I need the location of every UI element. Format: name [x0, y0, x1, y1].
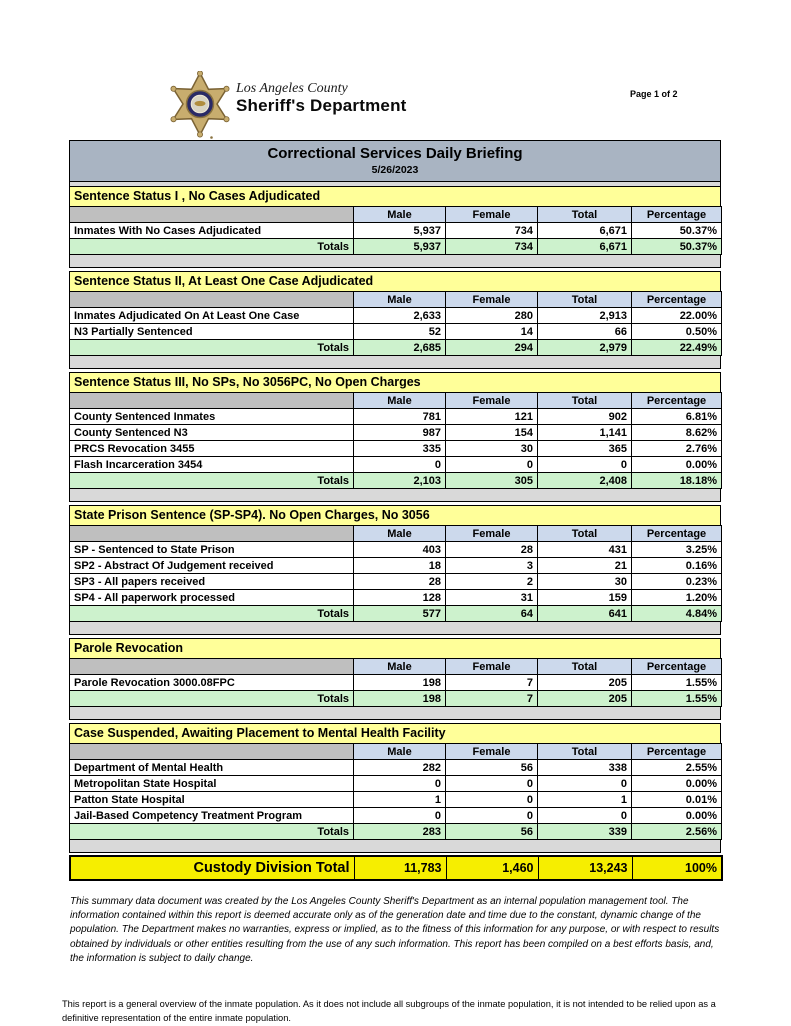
row-value: 154 — [446, 425, 538, 441]
data-row — [70, 223, 722, 239]
totals-label: Totals — [70, 824, 354, 840]
row-label: PRCS Revocation 3455 — [70, 441, 354, 457]
report-section — [69, 372, 721, 502]
totals-value: 50.37% — [632, 239, 722, 255]
report-date: 5/26/2023 — [371, 164, 419, 176]
totals-value: 305 — [446, 473, 538, 489]
column-header-row — [70, 659, 722, 675]
totals-row — [70, 824, 722, 840]
column-header: Percentage — [632, 207, 722, 223]
row-value: 1.20% — [632, 590, 722, 606]
row-label: Metropolitan State Hospital — [70, 776, 354, 792]
row-value: 365 — [538, 441, 632, 457]
column-header: Percentage — [632, 659, 722, 675]
section-spacer — [69, 254, 721, 268]
report-page — [62, 75, 721, 1026]
row-label-header-cell — [70, 659, 354, 675]
row-label: SP2 - Abstract Of Judgement received — [70, 558, 354, 574]
row-value: 1 — [354, 792, 446, 808]
totals-value: 5,937 — [354, 239, 446, 255]
row-value: 31 — [446, 590, 538, 606]
report-title-bar — [69, 140, 721, 182]
section-title: Case Suspended, Awaiting Placement to Mental Health Facility — [69, 723, 721, 743]
row-value: 987 — [354, 425, 446, 441]
data-row — [70, 574, 722, 590]
row-value: 8.62% — [632, 425, 722, 441]
column-header: Total — [538, 292, 632, 308]
row-value: 335 — [354, 441, 446, 457]
row-value: 2,913 — [538, 308, 632, 324]
totals-row — [70, 239, 722, 255]
totals-label: Totals — [70, 340, 354, 356]
row-value: 198 — [354, 675, 446, 691]
row-value: 56 — [446, 760, 538, 776]
disclaimer-primary: This summary data document was created by the Los Angeles County Sheriff's Department as an internal population management tool. The information contained within this report is deemed accurate only as of the generation date and time due to the constant, dynamic change of the population. The Department makes no warranties, express or implied, as to the fitness of this information for any purpose, or with respect to results obtained by individuals or other entities resulting from the use of any such information. This report has been compiled on a best efforts basis, and, the information is subject to daily change. — [70, 896, 720, 964]
row-label: Patton State Hospital — [70, 792, 354, 808]
data-row — [70, 558, 722, 574]
section-table — [69, 291, 722, 356]
row-value: 3.25% — [632, 542, 722, 558]
section-table — [69, 525, 722, 622]
report-header — [69, 75, 721, 140]
report-section — [69, 505, 721, 635]
row-value: 28 — [446, 542, 538, 558]
totals-value: 1.55% — [632, 691, 722, 707]
row-value: 205 — [538, 675, 632, 691]
totals-row — [70, 606, 722, 622]
row-value: 0 — [446, 457, 538, 473]
totals-value: 4.84% — [632, 606, 722, 622]
custody-total-total: 13,243 — [538, 856, 632, 880]
totals-value: 2,685 — [354, 340, 446, 356]
row-value: 0 — [538, 776, 632, 792]
column-header: Total — [538, 526, 632, 542]
column-header: Total — [538, 207, 632, 223]
section-spacer — [69, 488, 721, 502]
row-value: 403 — [354, 542, 446, 558]
row-value: 431 — [538, 542, 632, 558]
column-header: Female — [446, 207, 538, 223]
totals-value: 6,671 — [538, 239, 632, 255]
row-value: 1.55% — [632, 675, 722, 691]
row-value: 0 — [354, 808, 446, 824]
section-table — [69, 658, 722, 707]
row-value: 28 — [354, 574, 446, 590]
report-title: Correctional Services Daily Briefing — [267, 145, 523, 162]
section-spacer — [69, 355, 721, 369]
column-header: Female — [446, 744, 538, 760]
report-section — [69, 271, 721, 369]
row-value: 7 — [446, 675, 538, 691]
row-value: 1,141 — [538, 425, 632, 441]
row-label-header-cell — [70, 744, 354, 760]
row-value: 0.00% — [632, 776, 722, 792]
section-spacer — [69, 621, 721, 635]
row-value: 18 — [354, 558, 446, 574]
totals-row — [70, 691, 722, 707]
section-title: Sentence Status I , No Cases Adjudicated — [69, 186, 721, 206]
section-title: Parole Revocation — [69, 638, 721, 658]
section-title: Sentence Status III, No SPs, No 3056PC, No Open Charges — [69, 372, 721, 392]
agency-department-line: Sheriff's Department — [236, 96, 407, 116]
row-value: 0 — [446, 808, 538, 824]
row-value: 0 — [538, 808, 632, 824]
row-value: 128 — [354, 590, 446, 606]
row-value: 0 — [354, 776, 446, 792]
totals-label: Totals — [70, 606, 354, 622]
totals-value: 2,408 — [538, 473, 632, 489]
row-value: 121 — [446, 409, 538, 425]
report-section — [69, 723, 721, 853]
row-label-header-cell — [70, 292, 354, 308]
row-value: 0.50% — [632, 324, 722, 340]
totals-row — [70, 340, 722, 356]
column-header: Female — [446, 292, 538, 308]
custody-total-male: 11,783 — [354, 856, 446, 880]
row-value: 0 — [538, 457, 632, 473]
totals-value: 22.49% — [632, 340, 722, 356]
row-value: 52 — [354, 324, 446, 340]
column-header: Total — [538, 744, 632, 760]
agency-name-block — [236, 81, 407, 116]
row-value: 2 — [446, 574, 538, 590]
row-value: 282 — [354, 760, 446, 776]
column-header: Percentage — [632, 744, 722, 760]
column-header: Male — [354, 526, 446, 542]
section-spacer — [69, 706, 721, 720]
custody-total-percentage: 100% — [632, 856, 722, 880]
row-value: 902 — [538, 409, 632, 425]
custody-division-total-row — [70, 856, 722, 880]
custody-total-female: 1,460 — [446, 856, 538, 880]
row-value: 159 — [538, 590, 632, 606]
row-value: 2,633 — [354, 308, 446, 324]
column-header: Female — [446, 659, 538, 675]
disclaimer-secondary: This report is a general overview of the inmate population. As it does not include all subgroups of the inmate population, it is not intended to be relied upon as a definitive representation of the entire inmate population. — [62, 998, 716, 1024]
sheriff-star-badge-icon — [167, 71, 235, 146]
totals-value: 641 — [538, 606, 632, 622]
column-header: Percentage — [632, 393, 722, 409]
section-table — [69, 392, 722, 489]
row-value: 50.37% — [632, 223, 722, 239]
totals-value: 56 — [446, 824, 538, 840]
row-value: 0 — [446, 792, 538, 808]
custody-total-label: Custody Division Total — [70, 856, 354, 880]
section-title: State Prison Sentence (SP-SP4). No Open Charges, No 3056 — [69, 505, 721, 525]
column-header: Percentage — [632, 292, 722, 308]
page-number: Page 1 of 2 — [630, 89, 678, 99]
totals-value: 339 — [538, 824, 632, 840]
row-value: 0.23% — [632, 574, 722, 590]
data-row — [70, 441, 722, 457]
column-header-row — [70, 526, 722, 542]
data-row — [70, 675, 722, 691]
data-row — [70, 590, 722, 606]
row-value: 3 — [446, 558, 538, 574]
row-value: 22.00% — [632, 308, 722, 324]
row-value: 338 — [538, 760, 632, 776]
totals-value: 2.56% — [632, 824, 722, 840]
row-label: SP3 - All papers received — [70, 574, 354, 590]
custody-division-total-table — [69, 855, 723, 881]
section-spacer — [69, 839, 721, 853]
row-value: 0 — [354, 457, 446, 473]
agency-county-line: Los Angeles County — [236, 81, 348, 96]
column-header-row — [70, 207, 722, 223]
row-value: 2.55% — [632, 760, 722, 776]
totals-value: 18.18% — [632, 473, 722, 489]
row-label: Department of Mental Health — [70, 760, 354, 776]
column-header: Total — [538, 659, 632, 675]
row-label: Jail-Based Competency Treatment Program — [70, 808, 354, 824]
row-label: SP - Sentenced to State Prison — [70, 542, 354, 558]
row-value: 21 — [538, 558, 632, 574]
totals-value: 205 — [538, 691, 632, 707]
row-label: Inmates With No Cases Adjudicated — [70, 223, 354, 239]
totals-value: 577 — [354, 606, 446, 622]
section-table — [69, 743, 722, 840]
totals-label: Totals — [70, 691, 354, 707]
data-row — [70, 409, 722, 425]
totals-row — [70, 473, 722, 489]
data-row — [70, 324, 722, 340]
column-header: Total — [538, 393, 632, 409]
section-title: Sentence Status II, At Least One Case Adjudicated — [69, 271, 721, 291]
row-value: 734 — [446, 223, 538, 239]
data-row — [70, 808, 722, 824]
column-header: Male — [354, 659, 446, 675]
row-value: 2.76% — [632, 441, 722, 457]
totals-label: Totals — [70, 473, 354, 489]
row-value: 6,671 — [538, 223, 632, 239]
section-table — [69, 206, 722, 255]
column-header: Male — [354, 744, 446, 760]
row-value: 1 — [538, 792, 632, 808]
row-value: 0.16% — [632, 558, 722, 574]
row-label: Inmates Adjudicated On At Least One Case — [70, 308, 354, 324]
report-sections — [69, 186, 721, 853]
row-value: 14 — [446, 324, 538, 340]
row-label: N3 Partially Sentenced — [70, 324, 354, 340]
row-value: 30 — [538, 574, 632, 590]
row-label: County Sentenced N3 — [70, 425, 354, 441]
row-label: SP4 - All paperwork processed — [70, 590, 354, 606]
row-label-header-cell — [70, 526, 354, 542]
row-value: 0.01% — [632, 792, 722, 808]
column-header: Male — [354, 393, 446, 409]
totals-value: 283 — [354, 824, 446, 840]
row-value: 66 — [538, 324, 632, 340]
row-label-header-cell — [70, 393, 354, 409]
data-row — [70, 308, 722, 324]
totals-label: Totals — [70, 239, 354, 255]
totals-value: 2,979 — [538, 340, 632, 356]
data-row — [70, 425, 722, 441]
row-value: 6.81% — [632, 409, 722, 425]
row-label: County Sentenced Inmates — [70, 409, 354, 425]
column-header: Male — [354, 207, 446, 223]
totals-value: 734 — [446, 239, 538, 255]
row-value: 280 — [446, 308, 538, 324]
totals-value: 2,103 — [354, 473, 446, 489]
totals-value: 7 — [446, 691, 538, 707]
column-header: Male — [354, 292, 446, 308]
column-header: Female — [446, 526, 538, 542]
data-row — [70, 792, 722, 808]
column-header: Percentage — [632, 526, 722, 542]
totals-value: 64 — [446, 606, 538, 622]
data-row — [70, 542, 722, 558]
row-label-header-cell — [70, 207, 354, 223]
row-label: Flash Incarceration 3454 — [70, 457, 354, 473]
column-header-row — [70, 744, 722, 760]
row-value: 0.00% — [632, 808, 722, 824]
row-value: 781 — [354, 409, 446, 425]
column-header-row — [70, 292, 722, 308]
row-value: 0.00% — [632, 457, 722, 473]
totals-value: 294 — [446, 340, 538, 356]
row-value: 0 — [446, 776, 538, 792]
column-header: Female — [446, 393, 538, 409]
row-value: 30 — [446, 441, 538, 457]
data-row — [70, 776, 722, 792]
row-label: Parole Revocation 3000.08FPC — [70, 675, 354, 691]
data-row — [70, 457, 722, 473]
data-row — [70, 760, 722, 776]
report-section — [69, 186, 721, 268]
row-value: 5,937 — [354, 223, 446, 239]
totals-value: 198 — [354, 691, 446, 707]
report-section — [69, 638, 721, 720]
column-header-row — [70, 393, 722, 409]
